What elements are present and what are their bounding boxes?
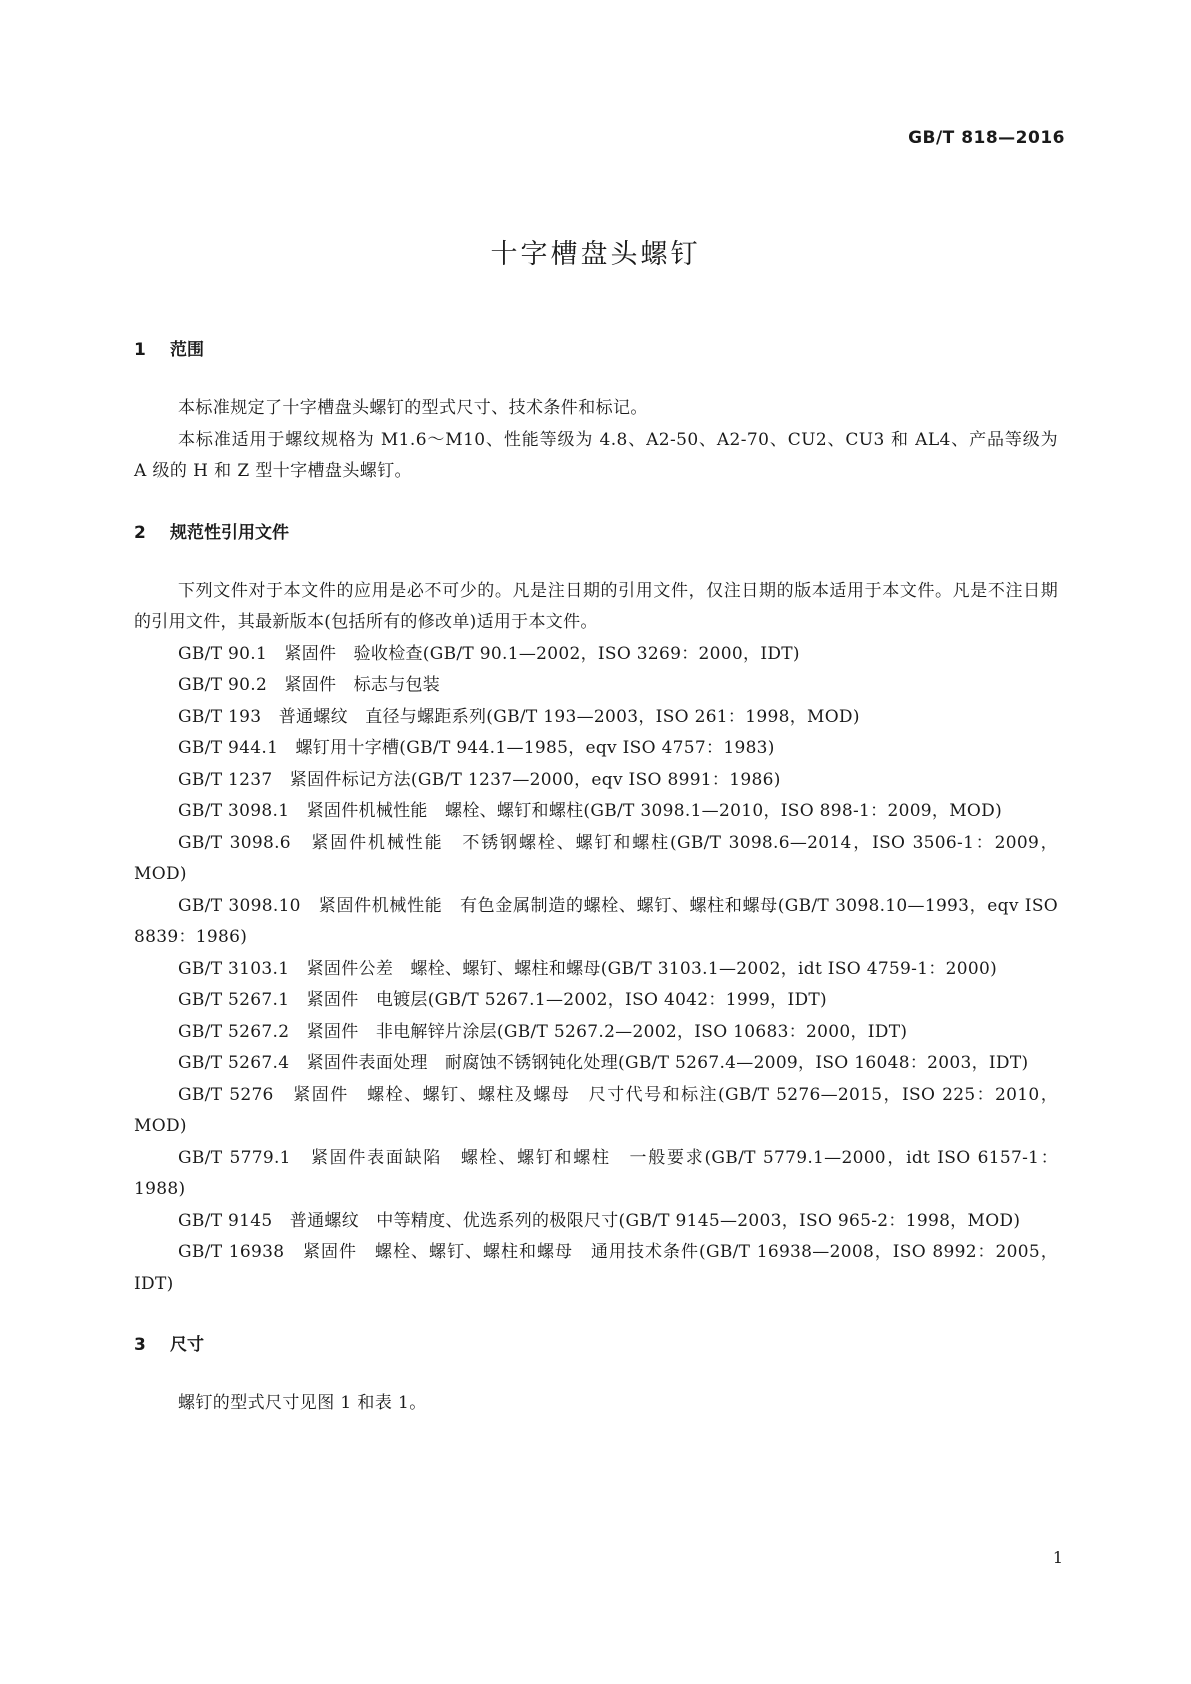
section-scope bbox=[134, 335, 1058, 488]
paragraph: 本标准规定了十字槽盘头螺钉的型式尺寸、技术条件和标记。 bbox=[178, 398, 648, 418]
reference-item: GB/T 193 普通螺纹 直径与螺距系列(GB/T 193—2003，ISO 261：1998，MOD) bbox=[178, 706, 860, 727]
reference-item: GB/T 5267.2 紧固件 非电解锌片涂层(GB/T 5267.2—2002，ISO 10683：2000，IDT) bbox=[178, 1021, 908, 1042]
section-title: 规范性引用文件 bbox=[170, 522, 289, 543]
section-heading bbox=[134, 1330, 1058, 1360]
reference-item: GB/T 9145 普通螺纹 中等精度、优选系列的极限尺寸(GB/T 9145—2003，ISO 965-2：1998，MOD) bbox=[178, 1210, 1021, 1231]
reference-item: GB/T 3103.1 紧固件公差 螺栓、螺钉、螺柱和螺母(GB/T 3103.1—2002，idt ISO 4759-1：2000) bbox=[178, 958, 998, 979]
paragraph: 螺钉的型式尺寸见图 1 和表 1。 bbox=[178, 1393, 427, 1413]
reference-item: GB/T 1237 紧固件标记方法(GB/T 1237—2000，eqv ISO 8991：1986) bbox=[178, 769, 781, 790]
reference-item: GB/T 3098.6 紧固件机械性能 不锈钢螺栓、螺钉和螺柱(GB/T 3098.6—2014，ISO 3506-1：2009，MOD) bbox=[134, 832, 1058, 884]
document-body bbox=[134, 335, 1058, 1420]
reference-item: GB/T 5267.4 紧固件表面处理 耐腐蚀不锈钢钝化处理(GB/T 5267.4—2009，ISO 16048：2003，IDT) bbox=[178, 1053, 1029, 1073]
page-number: 1 bbox=[1052, 1548, 1063, 1567]
reference-item: GB/T 3098.10 紧固件机械性能 有色金属制造的螺栓、螺钉、螺柱和螺母(GB/T 3098.10—1993，eqv ISO 8839：1986) bbox=[134, 895, 1058, 947]
reference-item: GB/T 5779.1 紧固件表面缺陷 螺栓、螺钉和螺柱 一般要求(GB/T 5779.1—2000，idt ISO 6157-1：1988) bbox=[134, 1147, 1058, 1199]
reference-item: GB/T 16938 紧固件 螺栓、螺钉、螺柱和螺母 通用技术条件(GB/T 16938—2008，ISO 8992：2005，IDT) bbox=[134, 1242, 1058, 1294]
document-title: 十字槽盘头螺钉 bbox=[490, 239, 701, 270]
section-heading bbox=[134, 518, 1058, 548]
reference-item: GB/T 944.1 螺钉用十字槽(GB/T 944.1—1985，eqv ISO 4757：1983) bbox=[178, 738, 775, 758]
reference-item: GB/T 90.1 紧固件 验收检查(GB/T 90.1—2002，ISO 3269：2000，IDT) bbox=[178, 643, 800, 664]
section-number: 1 bbox=[134, 340, 146, 360]
reference-item: GB/T 5276 紧固件 螺栓、螺钉、螺柱及螺母 尺寸代号和标注(GB/T 5276—2015，ISO 225：2010，MOD) bbox=[134, 1084, 1058, 1136]
section-number: 3 bbox=[134, 1335, 146, 1355]
standard-number: GB/T 818—2016 bbox=[908, 128, 1065, 148]
section-title: 范围 bbox=[170, 340, 204, 360]
section-normative-references bbox=[134, 518, 1058, 1301]
paragraph: 下列文件对于本文件的应用是必不可少的。凡是注日期的引用文件，仅注日期的版本适用于本文件。凡是不注日期的引用文件，其最新版本(包括所有的修改单)适用于本文件。 bbox=[134, 580, 1058, 632]
section-title: 尺寸 bbox=[170, 1335, 204, 1355]
reference-item: GB/T 5267.1 紧固件 电镀层(GB/T 5267.1—2002，ISO 4042：1999，IDT) bbox=[178, 990, 827, 1010]
paragraph: 本标准适用于螺纹规格为 M1.6～M10、性能等级为 4.8、A2-50、A2-70、CU2、CU3 和 AL4、产品等级为 A 级的 H 和 Z 型十字槽盘头螺钉。 bbox=[134, 429, 1058, 481]
reference-item: GB/T 3098.1 紧固件机械性能 螺栓、螺钉和螺柱(GB/T 3098.1—2010，ISO 898-1：2009，MOD) bbox=[178, 801, 1003, 821]
section-number: 2 bbox=[134, 522, 146, 543]
section-heading bbox=[134, 335, 1058, 365]
reference-item: GB/T 90.2 紧固件 标志与包装 bbox=[178, 675, 441, 695]
section-dimensions bbox=[134, 1330, 1058, 1420]
